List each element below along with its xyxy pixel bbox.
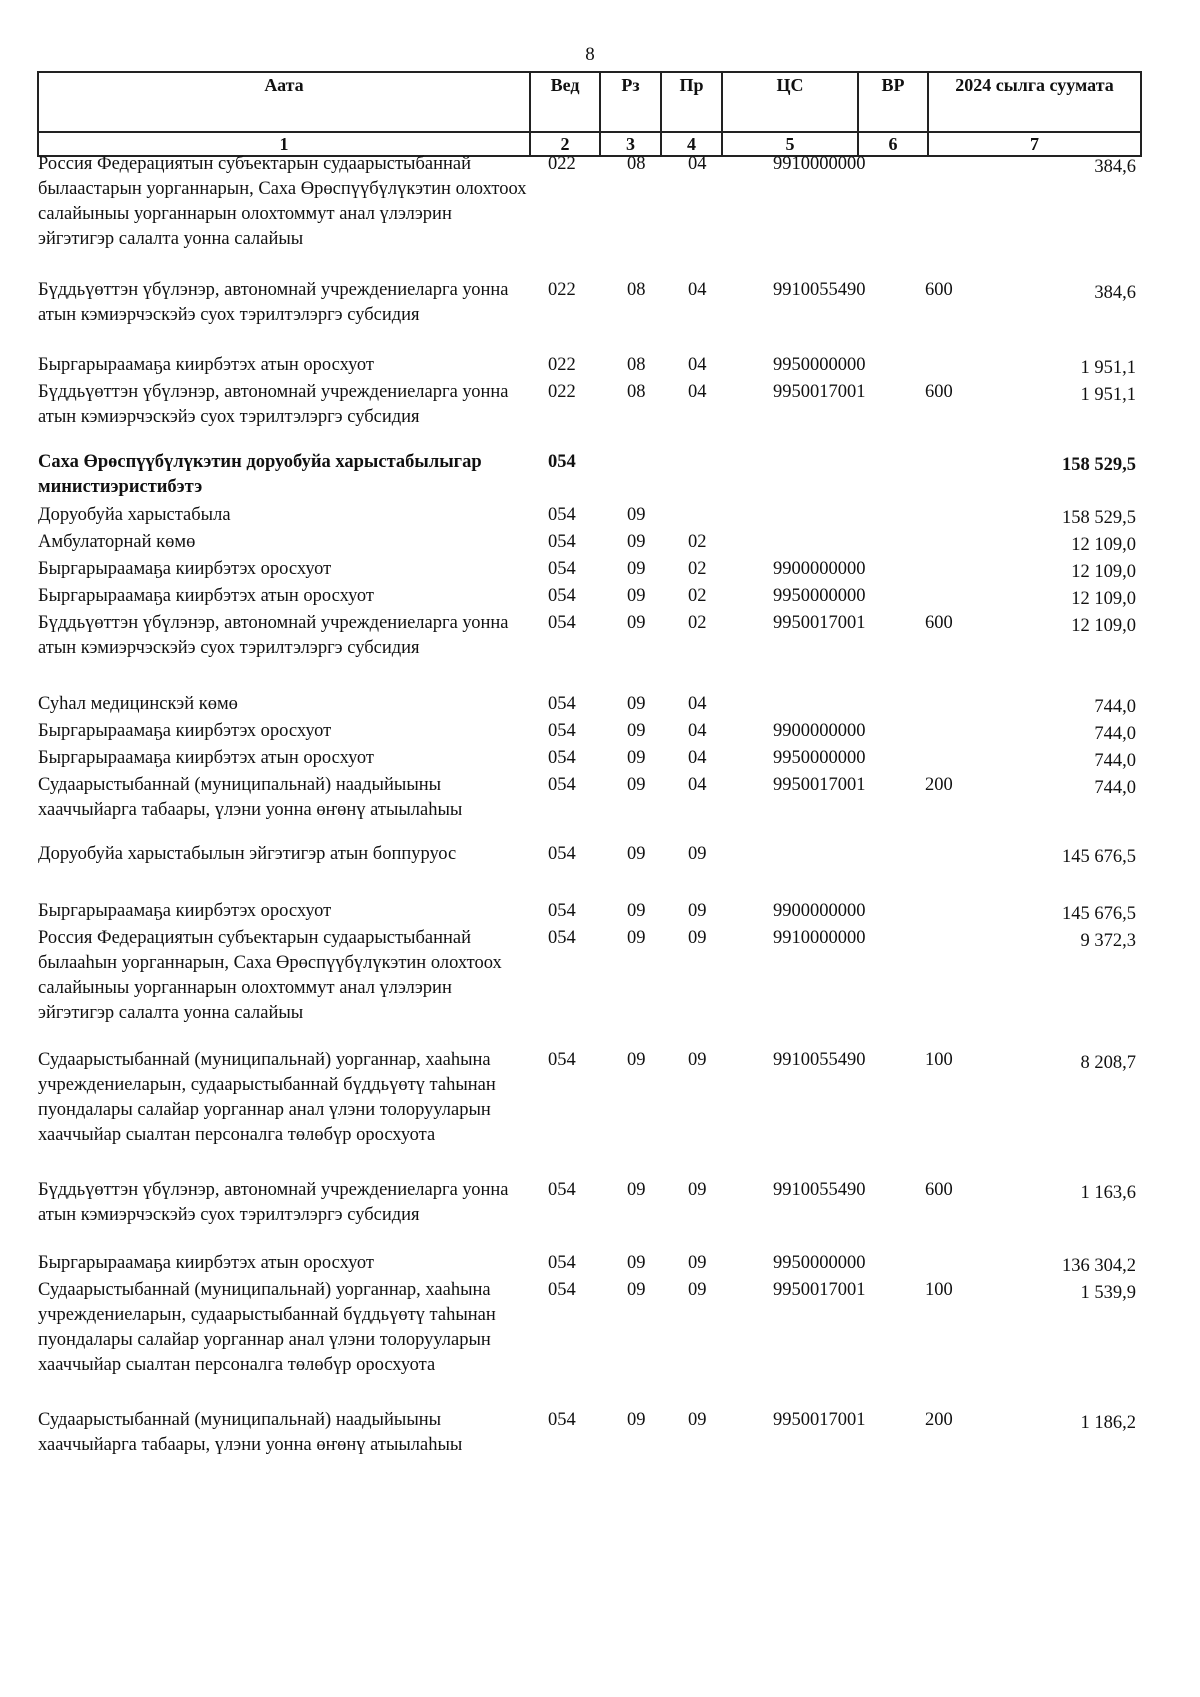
row-name: Быргарыраамаҕа киирбэтэх оросхуот xyxy=(38,901,332,921)
row-rz: 09 xyxy=(627,586,646,606)
row-name: Бүддьүөттэн үбүлэнэр, автономнай учреждениеларга уонна атын кэмиэрчэскэйэ суох тэрилтэлэргэ субсидия xyxy=(38,280,509,325)
row-vr: 600 xyxy=(925,1180,953,1200)
row-amount: 1 163,6 xyxy=(1080,1183,1136,1203)
row-cs: 9950017001 xyxy=(773,1280,866,1300)
header-amount: 2024 сылга суумата xyxy=(928,72,1141,132)
row-name: Доруобуйа харыстабыла xyxy=(38,505,231,525)
row-amount: 9 372,3 xyxy=(1080,931,1136,951)
row-ved: 022 xyxy=(548,154,576,174)
row-vr: 200 xyxy=(925,1410,953,1430)
row-rz: 09 xyxy=(627,532,646,552)
row-name: Саха Өрөспүүбүлүкэтин доруобуйа харыстабылыгар министиэристибэтэ xyxy=(38,452,482,497)
column-number: 5 xyxy=(722,132,858,156)
row-cs: 9900000000 xyxy=(773,559,866,579)
row-ved: 022 xyxy=(548,280,576,300)
row-ved: 054 xyxy=(548,1280,576,1300)
page-number: 8 xyxy=(585,44,595,65)
row-rz: 09 xyxy=(627,775,646,795)
row-name: Судаарыстыбаннай (муниципальнай) наадыйыыны хааччыйарга табаары, үлэни уонна өҥөнү атыылаһыы xyxy=(38,1410,463,1455)
row-ved: 054 xyxy=(548,532,576,552)
row-cs: 9910000000 xyxy=(773,928,866,948)
row-cs: 9950000000 xyxy=(773,748,866,768)
row-amount: 744,0 xyxy=(1094,751,1136,771)
header-vr: ВР xyxy=(858,72,928,132)
row-name: Быргарыраамаҕа киирбэтэх оросхуот xyxy=(38,721,332,741)
row-pr: 04 xyxy=(688,748,707,768)
row-ved: 054 xyxy=(548,694,576,714)
header-rz: Рз xyxy=(600,72,661,132)
row-vr: 600 xyxy=(925,280,953,300)
row-vr: 600 xyxy=(925,613,953,633)
row-rz: 09 xyxy=(627,505,646,525)
row-rz: 08 xyxy=(627,154,646,174)
row-pr: 02 xyxy=(688,613,707,633)
column-number: 1 xyxy=(38,132,530,156)
row-amount: 384,6 xyxy=(1094,283,1136,303)
row-name: Судаарыстыбаннай (муниципальнай) уорганнар, хааһына учреждениеларын, судаарыстыбаннай бүддьүөтү таһынан пуондалары салайар уорганнар анал үлэни толорууларын хааччыйар сыалтан персоналга төлөбүр оросхуота xyxy=(38,1280,496,1375)
row-amount: 158 529,5 xyxy=(1062,455,1136,475)
header-cs: ЦС xyxy=(722,72,858,132)
row-pr: 09 xyxy=(688,1410,707,1430)
row-ved: 054 xyxy=(548,559,576,579)
row-pr: 09 xyxy=(688,1050,707,1070)
row-cs: 9950017001 xyxy=(773,1410,866,1430)
row-pr: 04 xyxy=(688,355,707,375)
row-name: Судаарыстыбаннай (муниципальнай) наадыйыыны хааччыйарга табаары, үлэни уонна өҥөнү атыылаһыы xyxy=(38,775,463,820)
row-cs: 9900000000 xyxy=(773,721,866,741)
row-name: Россия Федерациятын субъектарын судаарыстыбаннай былаастарын уорганнарын, Саха Өрөспүүбүлүкэтин олохтоох салайыныы уорганнарын олохтоммут анал үлэлэрин эйгэтигэр салалта уонна салайыы xyxy=(38,154,527,249)
row-cs: 9900000000 xyxy=(773,901,866,921)
row-pr: 09 xyxy=(688,1180,707,1200)
row-pr: 09 xyxy=(688,844,707,864)
row-ved: 022 xyxy=(548,355,576,375)
row-rz: 09 xyxy=(627,613,646,633)
row-amount: 744,0 xyxy=(1094,778,1136,798)
row-cs: 9950017001 xyxy=(773,775,866,795)
row-name: Быргарыраамаҕа киирбэтэх атын оросхуот xyxy=(38,355,375,375)
row-amount: 384,6 xyxy=(1094,157,1136,177)
row-amount: 1 951,1 xyxy=(1080,358,1136,378)
row-pr: 04 xyxy=(688,280,707,300)
row-pr: 04 xyxy=(688,775,707,795)
row-vr: 200 xyxy=(925,775,953,795)
row-vr: 600 xyxy=(925,382,953,402)
row-pr: 02 xyxy=(688,586,707,606)
row-pr: 09 xyxy=(688,928,707,948)
header-ved: Вед xyxy=(530,72,600,132)
row-ved: 054 xyxy=(548,452,576,472)
row-pr: 09 xyxy=(688,1280,707,1300)
row-cs: 9950000000 xyxy=(773,355,866,375)
row-pr: 02 xyxy=(688,559,707,579)
row-cs: 9950000000 xyxy=(773,586,866,606)
row-amount: 8 208,7 xyxy=(1080,1053,1136,1073)
row-name: Быргарыраамаҕа киирбэтэх атын оросхуот xyxy=(38,1253,375,1273)
row-cs: 9910055490 xyxy=(773,1180,866,1200)
row-rz: 09 xyxy=(627,1280,646,1300)
row-pr: 09 xyxy=(688,901,707,921)
row-amount: 145 676,5 xyxy=(1062,904,1136,924)
row-rz: 08 xyxy=(627,382,646,402)
column-number: 6 xyxy=(858,132,928,156)
row-ved: 054 xyxy=(548,901,576,921)
header-pr: Пр xyxy=(661,72,722,132)
row-rz: 09 xyxy=(627,844,646,864)
row-ved: 054 xyxy=(548,586,576,606)
row-ved: 054 xyxy=(548,775,576,795)
row-rz: 09 xyxy=(627,748,646,768)
column-number: 7 xyxy=(928,132,1141,156)
row-rz: 09 xyxy=(627,1050,646,1070)
header-name: Аата xyxy=(38,72,530,132)
row-ved: 054 xyxy=(548,721,576,741)
row-ved: 054 xyxy=(548,1410,576,1430)
row-rz: 09 xyxy=(627,559,646,579)
row-name: Бүддьүөттэн үбүлэнэр, автономнай учреждениеларга уонна атын кэмиэрчэскэйэ суох тэрилтэлэргэ субсидия xyxy=(38,613,509,658)
row-cs: 9910000000 xyxy=(773,154,866,174)
row-amount: 12 109,0 xyxy=(1071,562,1136,582)
row-rz: 09 xyxy=(627,1410,646,1430)
row-name: Быргарыраамаҕа киирбэтэх атын оросхуот xyxy=(38,748,375,768)
row-amount: 1 951,1 xyxy=(1080,385,1136,405)
row-rz: 08 xyxy=(627,355,646,375)
row-rz: 09 xyxy=(627,694,646,714)
row-cs: 9950000000 xyxy=(773,1253,866,1273)
row-name: Бүддьүөттэн үбүлэнэр, автономнай учреждениеларга уонна атын кэмиэрчэскэйэ суох тэрилтэлэргэ субсидия xyxy=(38,382,509,427)
row-ved: 054 xyxy=(548,844,576,864)
row-amount: 1 539,9 xyxy=(1080,1283,1136,1303)
row-amount: 12 109,0 xyxy=(1071,616,1136,636)
row-amount: 744,0 xyxy=(1094,697,1136,717)
row-name: Быргарыраамаҕа киирбэтэх атын оросхуот xyxy=(38,586,375,606)
row-name: Амбулаторнай көмө xyxy=(38,532,196,552)
row-rz: 09 xyxy=(627,721,646,741)
row-vr: 100 xyxy=(925,1280,953,1300)
row-ved: 054 xyxy=(548,1180,576,1200)
row-rz: 09 xyxy=(627,1180,646,1200)
row-name: Судаарыстыбаннай (муниципальнай) уорганнар, хааһына учреждениеларын, судаарыстыбаннай бүддьүөтү таһынан пуондалары салайар уорганнар анал үлэни толорууларын хааччыйар сыалтан персоналга төлөбүр оросхуота xyxy=(38,1050,496,1145)
row-ved: 054 xyxy=(548,748,576,768)
row-ved: 054 xyxy=(548,613,576,633)
row-ved: 054 xyxy=(548,505,576,525)
row-pr: 04 xyxy=(688,382,707,402)
row-name: Быргарыраамаҕа киирбэтэх оросхуот xyxy=(38,559,332,579)
column-number: 2 xyxy=(530,132,600,156)
row-pr: 09 xyxy=(688,1253,707,1273)
row-name: Суһал медицинскэй көмө xyxy=(38,694,238,714)
row-ved: 022 xyxy=(548,382,576,402)
row-pr: 02 xyxy=(688,532,707,552)
row-ved: 054 xyxy=(548,1253,576,1273)
row-name: Доруобуйа харыстабылын эйгэтигэр атын боппуруос xyxy=(38,844,457,864)
column-number: 3 xyxy=(600,132,661,156)
row-amount: 136 304,2 xyxy=(1062,1256,1136,1276)
row-pr: 04 xyxy=(688,721,707,741)
row-rz: 09 xyxy=(627,901,646,921)
row-rz: 08 xyxy=(627,280,646,300)
row-amount: 1 186,2 xyxy=(1080,1413,1136,1433)
row-amount: 158 529,5 xyxy=(1062,508,1136,528)
row-rz: 09 xyxy=(627,928,646,948)
row-amount: 744,0 xyxy=(1094,724,1136,744)
table-header xyxy=(37,71,1142,157)
row-amount: 145 676,5 xyxy=(1062,847,1136,867)
row-cs: 9950017001 xyxy=(773,613,866,633)
row-pr: 04 xyxy=(688,154,707,174)
row-cs: 9950017001 xyxy=(773,382,866,402)
column-number: 4 xyxy=(661,132,722,156)
row-vr: 100 xyxy=(925,1050,953,1070)
row-name: Бүддьүөттэн үбүлэнэр, автономнай учреждениеларга уонна атын кэмиэрчэскэйэ суох тэрилтэлэргэ субсидия xyxy=(38,1180,509,1225)
row-amount: 12 109,0 xyxy=(1071,589,1136,609)
row-pr: 04 xyxy=(688,694,707,714)
row-amount: 12 109,0 xyxy=(1071,535,1136,555)
row-cs: 9910055490 xyxy=(773,1050,866,1070)
row-cs: 9910055490 xyxy=(773,280,866,300)
row-ved: 054 xyxy=(548,1050,576,1070)
row-ved: 054 xyxy=(548,928,576,948)
row-name: Россия Федерациятын субъектарын судаарыстыбаннай былааһын уорганнарын, Саха Өрөспүүбүлүкэтин олохтоох салайыныы уорганнарын олохтоммут анал үлэлэрин эйгэтигэр салалта уонна салайыы xyxy=(38,928,502,1023)
row-rz: 09 xyxy=(627,1253,646,1273)
